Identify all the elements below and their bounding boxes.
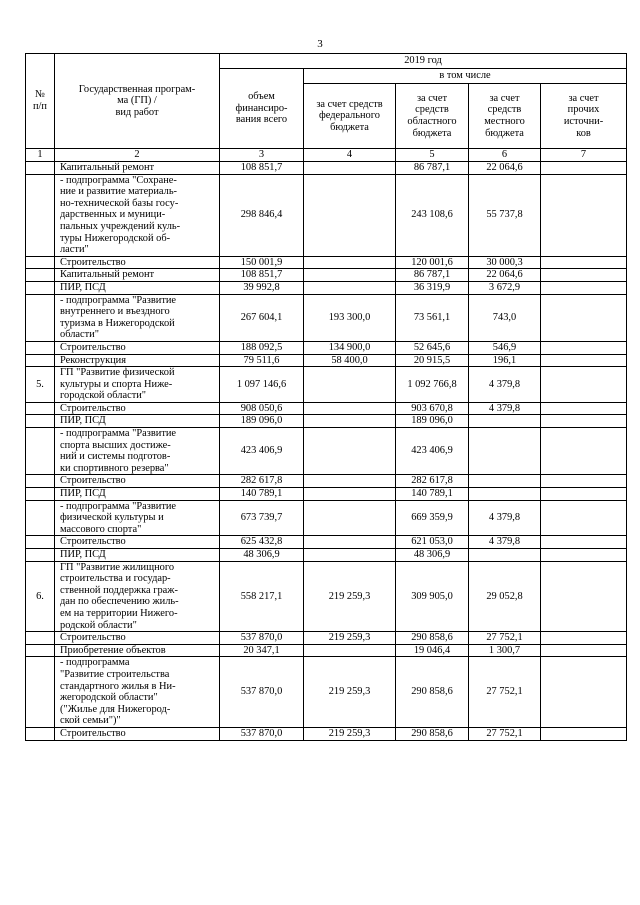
row-total: 282 617,8 xyxy=(220,475,304,488)
row-total: 537 870,0 xyxy=(220,727,304,740)
column-number: 1 xyxy=(26,149,55,162)
row-number xyxy=(26,644,55,657)
row-federal: 219 259,3 xyxy=(304,727,396,740)
header-name xyxy=(55,54,220,149)
row-other xyxy=(541,727,627,740)
row-total: 48 306,9 xyxy=(220,549,304,562)
header-local xyxy=(469,84,541,149)
row-total: 625 432,8 xyxy=(220,536,304,549)
row-total: 140 789,1 xyxy=(220,488,304,501)
row-name: - подпрограмма "Развитие строительства стандартного жилья в Ни- жегородской области" ("Жилье для Нижегород- ской семьи")" xyxy=(55,657,220,728)
row-other xyxy=(541,500,627,536)
row-number xyxy=(26,402,55,415)
row-number xyxy=(26,475,55,488)
table-row xyxy=(26,644,627,657)
header-total-text: объем финансиро- вания всего xyxy=(235,91,288,126)
row-name: ПИР, ПСД xyxy=(55,281,220,294)
row-federal xyxy=(304,281,396,294)
row-name: - подпрограмма "Развитие спорта высших достиже- ний и системы подготов- ки спортивного резерва" xyxy=(55,428,220,475)
row-local: 30 000,3 xyxy=(469,256,541,269)
row-other xyxy=(541,549,627,562)
row-total: 298 846,4 xyxy=(220,174,304,256)
row-name: Строительство xyxy=(55,536,220,549)
row-federal xyxy=(304,428,396,475)
header-regional-text: за счет средств областного бюджета xyxy=(407,92,457,139)
row-regional: 309 905,0 xyxy=(396,561,469,632)
row-regional: 423 406,9 xyxy=(396,428,469,475)
row-regional: 86 787,1 xyxy=(396,269,469,282)
row-name: - подпрограмма "Развитие физической культуры и массового спорта" xyxy=(55,500,220,536)
table-row xyxy=(26,256,627,269)
table-row xyxy=(26,269,627,282)
row-name: Реконструкция xyxy=(55,354,220,367)
row-total: 189 096,0 xyxy=(220,415,304,428)
row-regional: 52 645,6 xyxy=(396,341,469,354)
row-other xyxy=(541,269,627,282)
row-other xyxy=(541,174,627,256)
table-row xyxy=(26,174,627,256)
financing-table xyxy=(25,53,627,741)
row-federal xyxy=(304,536,396,549)
row-local xyxy=(469,428,541,475)
row-name: - подпрограмма "Сохране- ние и развитие материаль- но-технической базы госу- дарственных и муници- пальных учреждений куль- туры Нижегородской об- ласти" xyxy=(55,174,220,256)
column-number: 5 xyxy=(396,149,469,162)
table-row xyxy=(26,402,627,415)
row-local: 4 379,8 xyxy=(469,367,541,403)
header-local-text: за счет средств местного бюджета xyxy=(484,92,525,139)
header-federal-text: за счет средств федерального бюджета xyxy=(316,98,383,133)
row-other xyxy=(541,294,627,341)
row-local: 3 672,9 xyxy=(469,281,541,294)
table-row xyxy=(26,281,627,294)
row-number xyxy=(26,428,55,475)
row-regional: 20 915,5 xyxy=(396,354,469,367)
row-number xyxy=(26,536,55,549)
row-name: Капитальный ремонт xyxy=(55,269,220,282)
row-total: 150 001,9 xyxy=(220,256,304,269)
row-name: Строительство xyxy=(55,475,220,488)
row-local xyxy=(469,415,541,428)
row-regional: 621 053,0 xyxy=(396,536,469,549)
row-federal xyxy=(304,644,396,657)
row-name: ПИР, ПСД xyxy=(55,549,220,562)
row-local: 4 379,8 xyxy=(469,500,541,536)
table-row xyxy=(26,488,627,501)
row-total: 267 604,1 xyxy=(220,294,304,341)
table-body xyxy=(26,162,627,741)
row-number: 5. xyxy=(26,367,55,403)
table-row xyxy=(26,415,627,428)
row-regional: 73 561,1 xyxy=(396,294,469,341)
row-other xyxy=(541,281,627,294)
table-row xyxy=(26,657,627,728)
row-number xyxy=(26,174,55,256)
row-name: - подпрограмма "Развитие внутреннего и въездного туризма в Нижегородской области" xyxy=(55,294,220,341)
row-regional: 189 096,0 xyxy=(396,415,469,428)
row-number xyxy=(26,281,55,294)
row-local: 546,9 xyxy=(469,341,541,354)
table-row xyxy=(26,162,627,175)
row-federal: 193 300,0 xyxy=(304,294,396,341)
row-other xyxy=(541,415,627,428)
row-federal xyxy=(304,475,396,488)
row-other xyxy=(541,256,627,269)
table-row xyxy=(26,294,627,341)
row-number xyxy=(26,354,55,367)
header-regional xyxy=(396,84,469,149)
row-other xyxy=(541,428,627,475)
row-federal: 219 259,3 xyxy=(304,561,396,632)
row-federal xyxy=(304,549,396,562)
row-regional: 669 359,9 xyxy=(396,500,469,536)
header-no xyxy=(26,54,55,149)
row-federal xyxy=(304,162,396,175)
row-regional: 140 789,1 xyxy=(396,488,469,501)
row-total: 1 097 146,6 xyxy=(220,367,304,403)
column-number: 7 xyxy=(541,149,627,162)
table-row xyxy=(26,354,627,367)
row-federal: 58 400,0 xyxy=(304,354,396,367)
row-local: 4 379,8 xyxy=(469,402,541,415)
header-no-text: № п/п xyxy=(32,89,47,112)
row-number xyxy=(26,162,55,175)
table-row xyxy=(26,341,627,354)
row-total: 108 851,7 xyxy=(220,162,304,175)
row-number xyxy=(26,269,55,282)
column-number: 4 xyxy=(304,149,396,162)
row-number xyxy=(26,657,55,728)
row-federal xyxy=(304,500,396,536)
row-total: 423 406,9 xyxy=(220,428,304,475)
row-regional: 290 858,6 xyxy=(396,632,469,645)
row-name: ГП "Развитие физической культуры и спорта Ниже- городской области" xyxy=(55,367,220,403)
row-other xyxy=(541,657,627,728)
row-number xyxy=(26,294,55,341)
page-number: 3 xyxy=(317,38,323,50)
row-local: 22 064,6 xyxy=(469,162,541,175)
row-number xyxy=(26,341,55,354)
row-regional: 1 092 766,8 xyxy=(396,367,469,403)
row-other xyxy=(541,475,627,488)
row-regional: 290 858,6 xyxy=(396,727,469,740)
row-local: 4 379,8 xyxy=(469,536,541,549)
row-other xyxy=(541,162,627,175)
row-federal xyxy=(304,415,396,428)
row-other xyxy=(541,354,627,367)
row-regional: 86 787,1 xyxy=(396,162,469,175)
row-total: 673 739,7 xyxy=(220,500,304,536)
row-federal xyxy=(304,488,396,501)
row-number xyxy=(26,488,55,501)
row-regional: 290 858,6 xyxy=(396,657,469,728)
row-regional: 48 306,9 xyxy=(396,549,469,562)
table-row xyxy=(26,428,627,475)
row-number xyxy=(26,256,55,269)
row-other xyxy=(541,632,627,645)
row-other xyxy=(541,561,627,632)
header-total xyxy=(220,69,304,149)
row-local: 27 752,1 xyxy=(469,632,541,645)
table-row xyxy=(26,549,627,562)
row-local: 55 737,8 xyxy=(469,174,541,256)
row-other xyxy=(541,341,627,354)
row-other xyxy=(541,488,627,501)
table-row xyxy=(26,475,627,488)
row-regional: 903 670,8 xyxy=(396,402,469,415)
table-row xyxy=(26,500,627,536)
row-other xyxy=(541,367,627,403)
row-name: Строительство xyxy=(55,256,220,269)
row-federal: 219 259,3 xyxy=(304,632,396,645)
table-row xyxy=(26,727,627,740)
row-local: 1 300,7 xyxy=(469,644,541,657)
table-row xyxy=(26,561,627,632)
row-total: 20 347,1 xyxy=(220,644,304,657)
row-number xyxy=(26,500,55,536)
table-row xyxy=(26,632,627,645)
row-federal xyxy=(304,174,396,256)
row-federal xyxy=(304,402,396,415)
row-name: Строительство xyxy=(55,632,220,645)
row-local: 743,0 xyxy=(469,294,541,341)
row-local: 27 752,1 xyxy=(469,657,541,728)
row-regional: 36 319,9 xyxy=(396,281,469,294)
header-name-text: Государственная програм- ма (ГП) / вид работ xyxy=(78,83,196,118)
row-total: 537 870,0 xyxy=(220,632,304,645)
row-local: 27 752,1 xyxy=(469,727,541,740)
row-other xyxy=(541,536,627,549)
row-total: 537 870,0 xyxy=(220,657,304,728)
row-total: 108 851,7 xyxy=(220,269,304,282)
table-row xyxy=(26,367,627,403)
row-name: ПИР, ПСД xyxy=(55,488,220,501)
row-name: Строительство xyxy=(55,727,220,740)
column-number-row xyxy=(26,149,627,162)
row-total: 908 050,6 xyxy=(220,402,304,415)
row-other xyxy=(541,644,627,657)
row-total: 188 092,5 xyxy=(220,341,304,354)
row-regional: 120 001,6 xyxy=(396,256,469,269)
header-including: в том числе xyxy=(304,69,627,84)
row-federal xyxy=(304,367,396,403)
row-federal xyxy=(304,256,396,269)
row-total: 39 992,8 xyxy=(220,281,304,294)
table-row xyxy=(26,536,627,549)
row-local xyxy=(469,488,541,501)
row-number xyxy=(26,632,55,645)
row-number: 6. xyxy=(26,561,55,632)
row-local: 22 064,6 xyxy=(469,269,541,282)
header-other-text: за счет прочих источни- ков xyxy=(563,92,604,139)
row-regional: 19 046,4 xyxy=(396,644,469,657)
row-total: 79 511,6 xyxy=(220,354,304,367)
row-total: 558 217,1 xyxy=(220,561,304,632)
row-number xyxy=(26,549,55,562)
row-federal: 134 900,0 xyxy=(304,341,396,354)
row-local xyxy=(469,549,541,562)
row-name: ГП "Развитие жилищного строительства и государ- ственной поддержка граж- дан по обеспечению жиль- ем на территории Нижего- родской области" xyxy=(55,561,220,632)
header-year: 2019 год xyxy=(220,54,627,69)
column-number: 6 xyxy=(469,149,541,162)
row-local xyxy=(469,475,541,488)
column-number: 3 xyxy=(220,149,304,162)
row-other xyxy=(541,402,627,415)
row-number xyxy=(26,727,55,740)
row-name: Приобретение объектов xyxy=(55,644,220,657)
row-federal xyxy=(304,269,396,282)
row-name: Капитальный ремонт xyxy=(55,162,220,175)
row-federal: 219 259,3 xyxy=(304,657,396,728)
header-other xyxy=(541,84,627,149)
column-number: 2 xyxy=(55,149,220,162)
row-name: ПИР, ПСД xyxy=(55,415,220,428)
header-federal xyxy=(304,84,396,149)
row-local: 196,1 xyxy=(469,354,541,367)
row-number xyxy=(26,415,55,428)
row-regional: 243 108,6 xyxy=(396,174,469,256)
row-local: 29 052,8 xyxy=(469,561,541,632)
row-regional: 282 617,8 xyxy=(396,475,469,488)
row-name: Строительство xyxy=(55,341,220,354)
row-name: Строительство xyxy=(55,402,220,415)
